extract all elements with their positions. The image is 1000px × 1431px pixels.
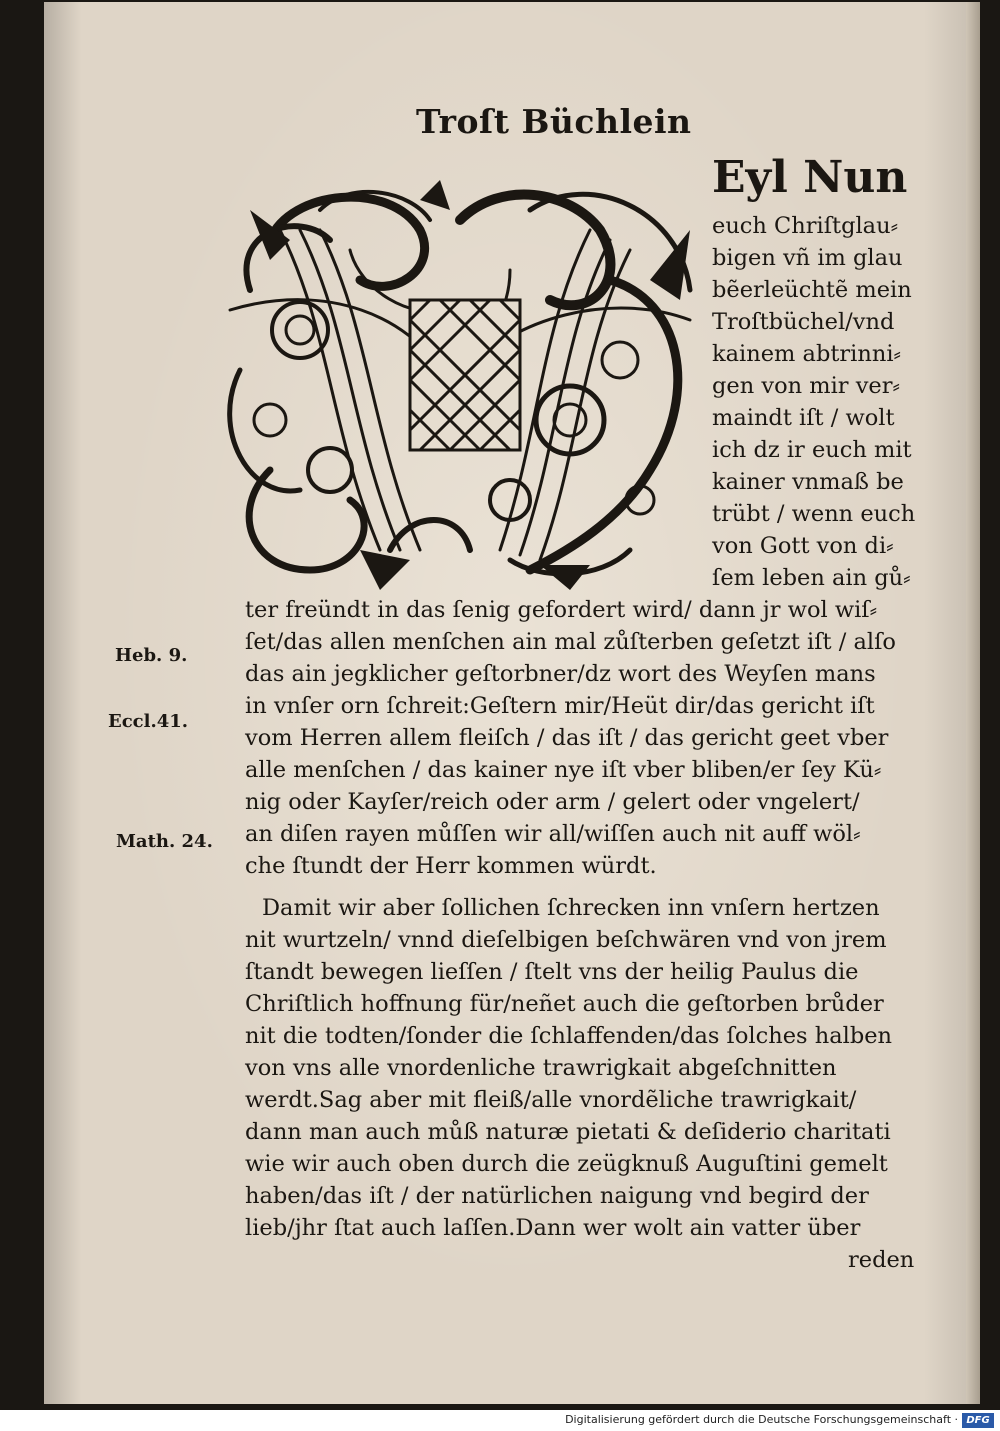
text-line: haben/das iſt / der natürlichen naigung vnd begird der xyxy=(245,1183,869,1209)
text-line: Damit wir aber ſollichen ſchrecken inn vnſern hertzen xyxy=(262,895,880,921)
text-line: an diſen rayen můſſen wir all/wiſſen auch nit auff wöl⸗ xyxy=(245,821,861,847)
text-line: ſem leben ain gů⸗ xyxy=(712,565,911,591)
text-line: von Gott von di⸗ xyxy=(712,533,894,559)
text-line: Chriſtlich hoffnung für/neñet auch die geſtorben brůder xyxy=(245,991,884,1017)
text-line-opening: Eyl Nun xyxy=(712,152,908,203)
text-line: maindt iſt / wolt xyxy=(712,405,895,431)
text-line: ſet/das allen menſchen ain mal zůſterben geſetzt iſt / alſo xyxy=(245,629,896,655)
margin-note: Math. 24. xyxy=(116,831,213,852)
footer-credit: Digitalisierung gefördert durch die Deutsche Forschungsgemeinschaft · xyxy=(565,1413,958,1426)
text-line: gen von mir ver⸗ xyxy=(712,373,900,399)
running-header: Troſt Büchlein xyxy=(416,102,692,141)
text-line: kainer vnmaß be xyxy=(712,469,904,495)
text-line: in vnſer orn ſchreit:Geſtern mir/Heüt dir/das gericht iſt xyxy=(245,693,875,719)
text-line: euch Chriſtglau⸗ xyxy=(712,213,899,239)
text-line: dann man auch můß naturæ pietati & deſiderio charitati xyxy=(245,1119,891,1145)
text-line: kainem abtrinni⸗ xyxy=(712,341,902,367)
text-line: ſtandt bewegen lieſſen / ſtelt vns der heilig Paulus die xyxy=(245,959,859,985)
text-line: nit die todten/ſonder die ſchlaffenden/das ſolches halben xyxy=(245,1023,893,1049)
text-line: bẽerleüchtẽ mein xyxy=(712,277,912,303)
text-line: trübt / wenn euch xyxy=(712,501,916,527)
text-line: ich dz ir euch mit xyxy=(712,437,912,463)
dfg-logo-icon: DFG xyxy=(962,1413,994,1428)
text-line: Troſtbüchel/vnd xyxy=(712,309,895,335)
text-line: das ain jegklicher geſtorbner/dz wort des Weyſen mans xyxy=(245,661,876,687)
text-line: werdt.Sag aber mit fleiß/alle vnordẽliche trawrigkait/ xyxy=(245,1087,857,1113)
text-line: nig oder Kayſer/reich oder arm / gelert oder vngelert/ xyxy=(245,789,860,815)
text-line: bigen vñ im glau xyxy=(712,245,903,271)
text-line: ter freündt in das ſenig gefordert wird/ dann jr wol wiſ⸗ xyxy=(245,597,878,623)
text-line: nit wurtzeln/ vnnd dieſelbigen beſchwären vnd von jrem xyxy=(245,927,887,953)
page-edge xyxy=(966,2,980,1404)
text-line: wie wir auch oben durch die zeügknuß Auguſtini gemelt xyxy=(245,1151,888,1177)
ornamental-initial-icon xyxy=(210,170,710,590)
text-line: alle menſchen / das kainer nye iſt vber bliben/er ſey Kü⸗ xyxy=(245,757,882,783)
text-line: vom Herren allem fleiſch / das iſt / das gericht geet vber xyxy=(245,725,889,751)
footer-bar xyxy=(0,1410,1000,1431)
catchword: reden xyxy=(848,1247,915,1273)
text-line: lieb/jhr ſtat auch laſſen.Dann wer wolt ain vatter über xyxy=(245,1215,861,1241)
margin-note: Eccl.41. xyxy=(108,711,189,732)
text-line: che ſtundt der Herr kommen würdt. xyxy=(245,853,657,879)
margin-note: Heb. 9. xyxy=(115,645,188,666)
text-line: von vns alle vnordenliche trawrigkait abgeſchnitten xyxy=(245,1055,837,1081)
